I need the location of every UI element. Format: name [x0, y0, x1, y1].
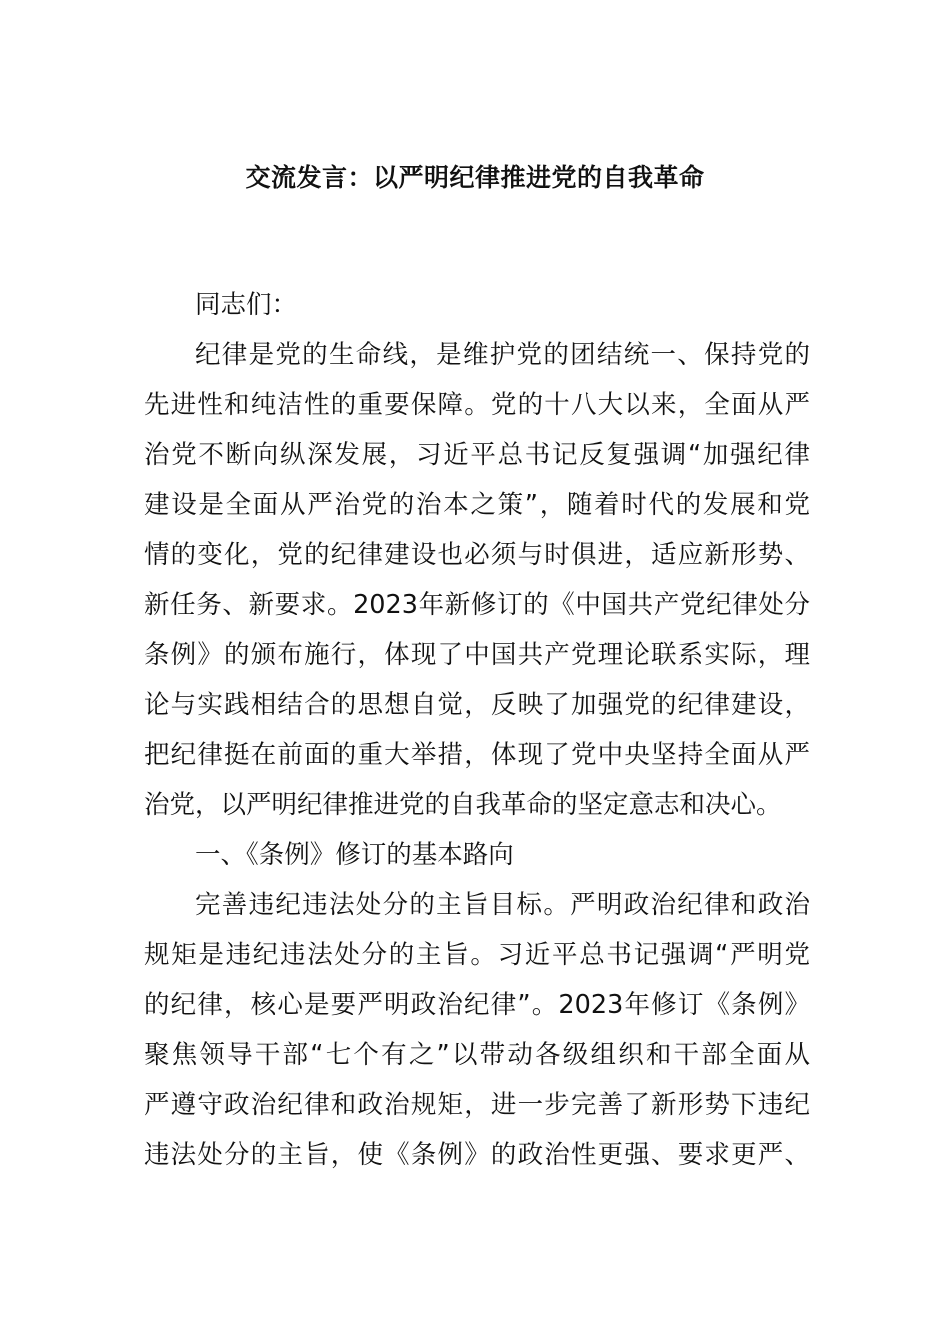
paragraph-line: 完善违纪违法处分的主旨目标。严明政治纪律和政治 — [195, 890, 810, 920]
paragraph-line: 情的变化，党的纪律建设也必须与时俱进，适应新形势、 — [144, 540, 810, 570]
document-body — [144, 280, 810, 1180]
section-heading: 一、《条例》修订的基本路向 — [195, 840, 514, 870]
paragraph-line: 聚焦领导干部“七个有之”以带动各级组织和干部全面从 — [144, 1040, 810, 1070]
salutation-line: 同志们： — [195, 290, 298, 320]
paragraph-line: 条例》的颁布施行，体现了中国共产党理论联系实际，理 — [144, 640, 810, 670]
paragraph-line: 治党不断向纵深发展，习近平总书记反复强调“加强纪律 — [144, 440, 810, 470]
paragraph-line: 论与实践相结合的思想自觉，反映了加强党的纪律建设， — [144, 690, 810, 720]
paragraph-line: 规矩是违纪违法处分的主旨。习近平总书记强调“严明党 — [144, 940, 810, 970]
paragraph-line: 新任务、新要求。2023年新修订的《中国共产党纪律处分 — [144, 590, 810, 620]
paragraph-line: 违法处分的主旨，使《条例》的政治性更强、要求更严、 — [144, 1140, 810, 1170]
paragraph-line: 把纪律挺在前面的重大举措，体现了党中央坚持全面从严 — [144, 740, 810, 770]
paragraph-line: 严遵守政治纪律和政治规矩，进一步完善了新形势下违纪 — [144, 1090, 810, 1120]
paragraph-line: 先进性和纯洁性的重要保障。党的十八大以来，全面从严 — [144, 390, 810, 420]
document-title: 交流发言：以严明纪律推进党的自我革命 — [245, 163, 705, 192]
paragraph-line: 治党，以严明纪律推进党的自我革命的坚定意志和决心。 — [144, 790, 782, 820]
paragraph-line: 纪律是党的生命线，是维护党的团结统一、保持党的 — [195, 340, 810, 370]
paragraph-line: 建设是全面从严治党的治本之策”，随着时代的发展和党 — [144, 490, 810, 520]
paragraph-line: 的纪律，核心是要严明政治纪律”。2023年修订《条例》 — [144, 990, 810, 1020]
